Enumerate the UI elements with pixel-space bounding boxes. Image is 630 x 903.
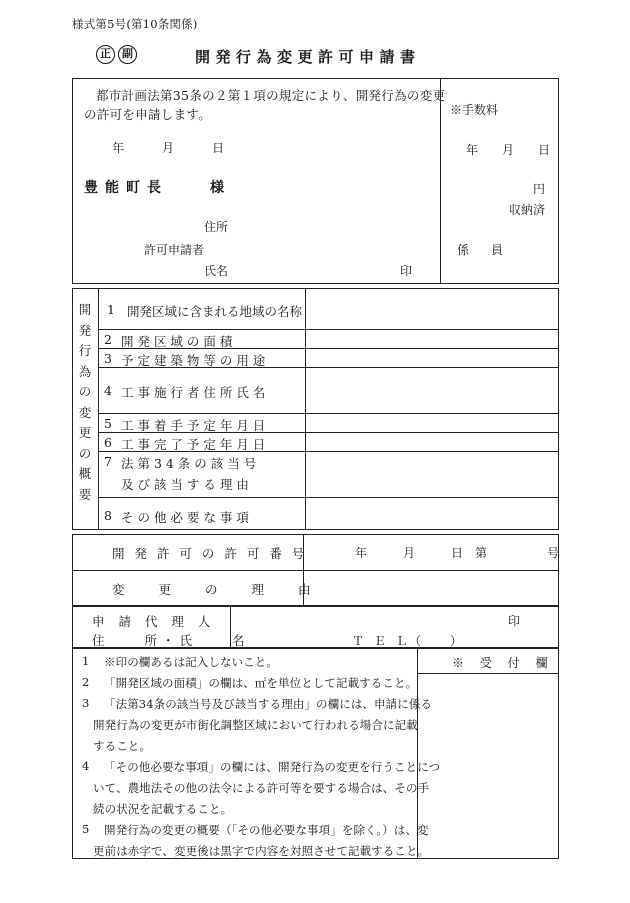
fee-currency-label: 円 — [533, 182, 546, 196]
duplicate-stamp-icon: 副 — [118, 45, 137, 64]
agent-tel-paren-open[interactable]: （ — [409, 634, 422, 648]
original-stamp-icon: 正 — [96, 45, 115, 64]
outline-row-8-number: 8 — [104, 508, 112, 523]
outline-row-2-number: 2 — [104, 332, 112, 347]
agent-tel-label: Ｔ Ｅ Ｌ — [352, 634, 411, 648]
note-3-number: 3 — [82, 696, 90, 710]
note-3-line-3: すること。 — [93, 739, 151, 753]
agent-label-line-1: 申 請 代 理 人 — [92, 614, 216, 629]
note-1-line-1: ※印の欄あるは記入しないこと。 — [104, 655, 278, 669]
note-3-line-2: 開発行為の変更が市街化調整区域において行われる場合に記載 — [93, 718, 418, 732]
note-1-number: 1 — [82, 654, 90, 668]
outline-row-6-label: 工 事 完 了 予 定 年 月 日 — [121, 437, 266, 452]
fee-title: ※手数料 — [450, 103, 499, 117]
declaration-line-1: 都市計画法第35条の２第１項の規定により、開発行為の変更 — [96, 88, 446, 103]
permit-reason-divider — [72, 570, 559, 571]
outline-row-1-number: 1 — [107, 302, 115, 317]
permit-number-label: 開 発 許 可 の 許 可 番 号 — [112, 546, 308, 561]
applicant-label: 許可申請者 — [144, 243, 205, 257]
applicant-seal-mark: 印 — [400, 264, 413, 278]
note-2-number: 2 — [82, 675, 90, 689]
form-number: 様式第5号(第10条関係) — [72, 17, 198, 31]
outline-row-7-label: 法 第 3 4 条 の 該 当 号 — [121, 456, 257, 471]
outline-row-5-label: 工 事 着 手 予 定 年 月 日 — [121, 418, 266, 433]
outline-row-divider-4 — [98, 413, 559, 414]
outline-row-divider-7 — [98, 497, 559, 498]
note-5-number: 5 — [82, 822, 90, 836]
outline-row-7-number: 7 — [104, 454, 112, 469]
application-date-line[interactable]: 年 月 日 — [112, 141, 225, 155]
outline-row-5-number: 5 — [104, 416, 112, 431]
note-5-line-1: 開発行為の変更の概要（「その他必要な事項」を除く。）は、変 — [104, 823, 429, 837]
receipt-title-divider — [417, 673, 559, 674]
declaration-fee-divider — [440, 78, 441, 284]
receipt-title: ※ 受 付 欄 — [452, 656, 554, 670]
outline-label-value-divider — [305, 288, 306, 530]
note-2-line-1: 「開発区域の面積」の欄は、㎡を単位として記載すること。 — [104, 676, 418, 690]
outline-table — [72, 288, 559, 530]
outline-row-6-number: 6 — [104, 435, 112, 450]
outline-row-3-number: 3 — [104, 351, 112, 366]
note-4-number: 4 — [82, 759, 90, 773]
permit-number-value[interactable]: 年 月 日 第 号 — [355, 546, 560, 560]
note-4-line-3: 続の状況を記載すること。 — [93, 802, 233, 816]
outline-row-7-label-line2: 及 び 該 当 す る 理 由 — [121, 477, 249, 492]
outline-row-3-label: 予 定 建 築 物 等 の 用 途 — [121, 353, 266, 368]
agent-tel-paren-close[interactable]: ） — [450, 634, 463, 648]
copy-stamps — [96, 45, 137, 64]
outline-row-1-label: 開発区域に含まれる地域の名称 — [127, 304, 303, 319]
note-5-line-2: 更前は赤字で、変更後は黒字で内容を対照させて記載すること。 — [93, 844, 430, 858]
agent-seal-mark: 印 — [508, 614, 521, 628]
change-reason-label: 変 更 の 理 由 — [112, 582, 314, 597]
fee-clerk-label: 係 員 — [457, 243, 509, 257]
note-3-line-1: 「法第34条の該当号及び該当する理由」の欄には、申請に係る — [104, 697, 433, 711]
applicant-address-label: 住所 — [204, 220, 229, 234]
agent-label-line-2: 住 所・氏 名 — [92, 633, 250, 648]
note-4-line-2: いて、農地法その他の法令による許可等を要する場合は、その手 — [93, 781, 430, 795]
outline-vertical-label-divider — [98, 288, 99, 530]
outline-row-8-label: そ の 他 必 要 な 事 項 — [121, 510, 249, 525]
declaration-line-2: の許可を申請します。 — [84, 107, 212, 122]
outline-row-4-label: 工 事 施 行 者 住 所 氏 名 — [121, 385, 266, 400]
applicant-name-label: 氏名 — [204, 264, 229, 278]
outline-row-divider-1 — [98, 329, 559, 330]
note-4-line-1: 「その他必要な事項」の欄には、開発行為の変更を行うことにつ — [104, 760, 441, 774]
outline-row-2-label: 開 発 区 域 の 面 積 — [121, 334, 233, 349]
addressee: 豊能町長 様 — [84, 180, 231, 196]
outline-vertical-label: 開発行為の変更の概要 — [78, 302, 92, 502]
outline-row-4-number: 4 — [104, 383, 112, 398]
page-title: 開発行為変更許可申請書 — [195, 48, 421, 66]
fee-date-line[interactable]: 年 月 日 — [466, 143, 551, 157]
fee-paid-label: 収納済 — [509, 203, 546, 217]
